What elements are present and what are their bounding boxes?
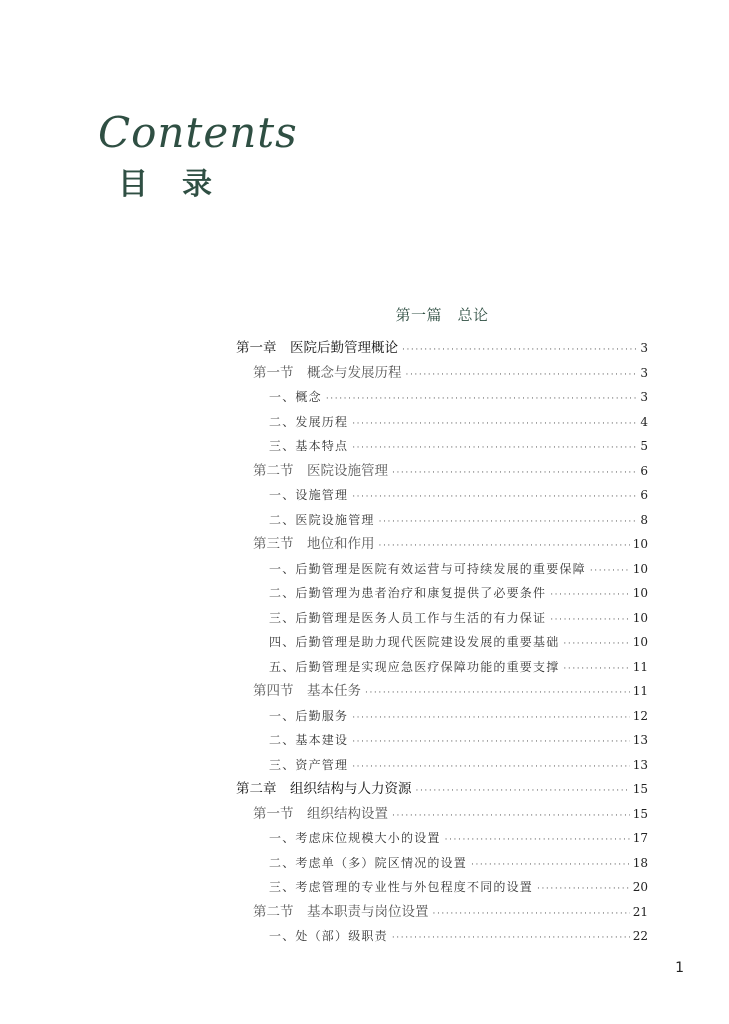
toc-entry-label: 三、考虑管理的专业性与外包程度不同的设置 [269, 880, 534, 894]
toc-leader-dots [563, 632, 629, 657]
toc-entry-item[interactable] [236, 483, 648, 508]
toc-entry-item[interactable] [236, 655, 648, 680]
toc-entry-item[interactable] [236, 508, 648, 533]
toc-entry-label: 一、概念 [269, 390, 322, 404]
toc-entry-page: 6 [640, 488, 648, 502]
toc-entry-label: 二、后勤管理为患者治疗和康复提供了必要条件 [269, 586, 547, 600]
toc-leader-dots [563, 657, 629, 682]
toc-entry-label: 一、设施管理 [269, 488, 349, 502]
toc-entry-label: 第三节 地位和作用 [253, 536, 375, 552]
toc-entry-item[interactable] [236, 630, 648, 655]
toc-entry-page: 10 [632, 610, 648, 625]
toc-leader-dots [590, 559, 630, 584]
toc-entry-label: 一、处（部）级职责 [269, 929, 388, 943]
toc-entry-label: 二、考虑单（多）院区情况的设置 [269, 855, 468, 870]
toc-leader-dots [352, 755, 630, 780]
toc-entry-page: 20 [632, 880, 648, 894]
toc-entry-label: 第二节 基本职责与岗位设置 [253, 903, 429, 920]
toc-entry-item[interactable] [236, 410, 648, 435]
toc-entry-section[interactable] [236, 679, 648, 704]
toc-entry-label: 四、后勤管理是助力现代医院建设发展的重要基础 [269, 635, 560, 649]
toc-entry-page: 8 [640, 512, 648, 527]
toc-entry-page: 4 [640, 414, 648, 429]
toc-leader-dots [550, 608, 630, 633]
toc-entry-page: 10 [632, 586, 648, 600]
toc-entry-item[interactable] [236, 753, 648, 778]
toc-entry-section[interactable] [236, 532, 648, 557]
toc-entry-page: 11 [632, 684, 648, 698]
toc-entry-item[interactable] [236, 924, 648, 949]
toc-entry-label: 第二节 医院设施管理 [253, 462, 388, 479]
toc-entry-page: 15 [632, 782, 648, 796]
toc-entry-section[interactable] [236, 900, 648, 925]
part-title: 第一篇 总论 [395, 306, 489, 324]
toc-leader-dots [445, 828, 630, 853]
toc-entry-label: 第一章 医院后勤管理概论 [236, 340, 398, 356]
toc-entry-page: 3 [640, 365, 648, 380]
toc-entry-label: 第一节 组织结构设置 [253, 805, 388, 822]
toc-entry-item[interactable] [236, 704, 648, 729]
toc-leader-dots [537, 877, 630, 902]
toc-leader-dots [392, 804, 630, 829]
toc-entry-chapter[interactable] [236, 777, 648, 802]
toc-entry-item[interactable] [236, 875, 648, 900]
toc-entry-item[interactable] [236, 434, 648, 459]
toc-entry-page: 5 [640, 439, 648, 453]
toc-entry-page: 3 [640, 341, 648, 355]
toc-entry-label: 三、基本特点 [269, 439, 349, 453]
toc-leader-dots [352, 436, 637, 461]
toc-leader-dots [326, 387, 638, 412]
toc-leader-dots [471, 853, 630, 878]
toc-leader-dots [392, 461, 637, 486]
toc-entry-label: 二、医院设施管理 [269, 512, 375, 527]
toc-leader-dots [433, 902, 630, 927]
contents-heading-en: Contents [98, 108, 298, 157]
toc-entry-label: 五、后勤管理是实现应急医疗保障功能的重要支撑 [269, 659, 560, 674]
toc-entry-page: 13 [632, 757, 648, 772]
toc-entry-label: 一、考虑床位规模大小的设置 [269, 831, 441, 845]
toc-leader-dots [352, 485, 637, 510]
toc-entry-page: 17 [632, 831, 648, 845]
toc-leader-dots [379, 510, 638, 535]
toc-entry-label: 一、后勤服务 [269, 708, 349, 723]
toc-entry-label: 三、后勤管理是医务人员工作与生活的有力保证 [269, 610, 547, 625]
toc-entry-label: 三、资产管理 [269, 757, 349, 772]
toc-entry-page: 3 [640, 390, 648, 404]
table-of-contents [236, 336, 648, 949]
toc-entry-page: 12 [632, 708, 648, 723]
toc-entry-item[interactable] [236, 581, 648, 606]
toc-leader-dots [352, 706, 630, 731]
toc-entry-item[interactable] [236, 826, 648, 851]
toc-leader-dots [416, 779, 630, 804]
toc-leader-dots [392, 926, 630, 951]
page-number: 1 [675, 960, 684, 976]
toc-entry-page: 10 [632, 635, 648, 649]
toc-entry-page: 18 [632, 855, 648, 870]
contents-heading-zh: 目录 [118, 167, 246, 202]
toc-entry-chapter[interactable] [236, 336, 648, 361]
toc-entry-page: 15 [632, 806, 648, 821]
toc-entry-item[interactable] [236, 557, 648, 582]
toc-entry-page: 10 [632, 561, 648, 576]
toc-entry-section[interactable] [236, 459, 648, 484]
toc-entry-section[interactable] [236, 802, 648, 827]
toc-entry-item[interactable] [236, 385, 648, 410]
toc-entry-label: 一、后勤管理是医院有效运营与可持续发展的重要保障 [269, 561, 586, 576]
toc-entry-page: 10 [632, 537, 648, 551]
toc-entry-label: 第一节 概念与发展历程 [253, 364, 402, 381]
toc-leader-dots [402, 338, 637, 363]
toc-leader-dots [406, 363, 638, 388]
toc-leader-dots [379, 534, 630, 559]
toc-entry-page: 21 [632, 904, 648, 919]
toc-entry-page: 13 [632, 733, 648, 747]
toc-leader-dots [550, 583, 630, 608]
toc-entry-page: 6 [640, 463, 648, 478]
toc-leader-dots [365, 681, 630, 706]
toc-leader-dots [352, 730, 630, 755]
toc-entry-section[interactable] [236, 361, 648, 386]
toc-entry-page: 11 [632, 659, 648, 674]
toc-entry-label: 二、发展历程 [269, 414, 349, 429]
toc-entry-label: 第四节 基本任务 [253, 683, 361, 699]
toc-entry-item[interactable] [236, 606, 648, 631]
toc-entry-page: 22 [632, 929, 648, 943]
toc-leader-dots [352, 412, 637, 437]
toc-entry-label: 第二章 组织结构与人力资源 [236, 781, 412, 797]
toc-entry-item[interactable] [236, 728, 648, 753]
toc-entry-label: 二、基本建设 [269, 733, 349, 747]
toc-entry-item[interactable] [236, 851, 648, 876]
